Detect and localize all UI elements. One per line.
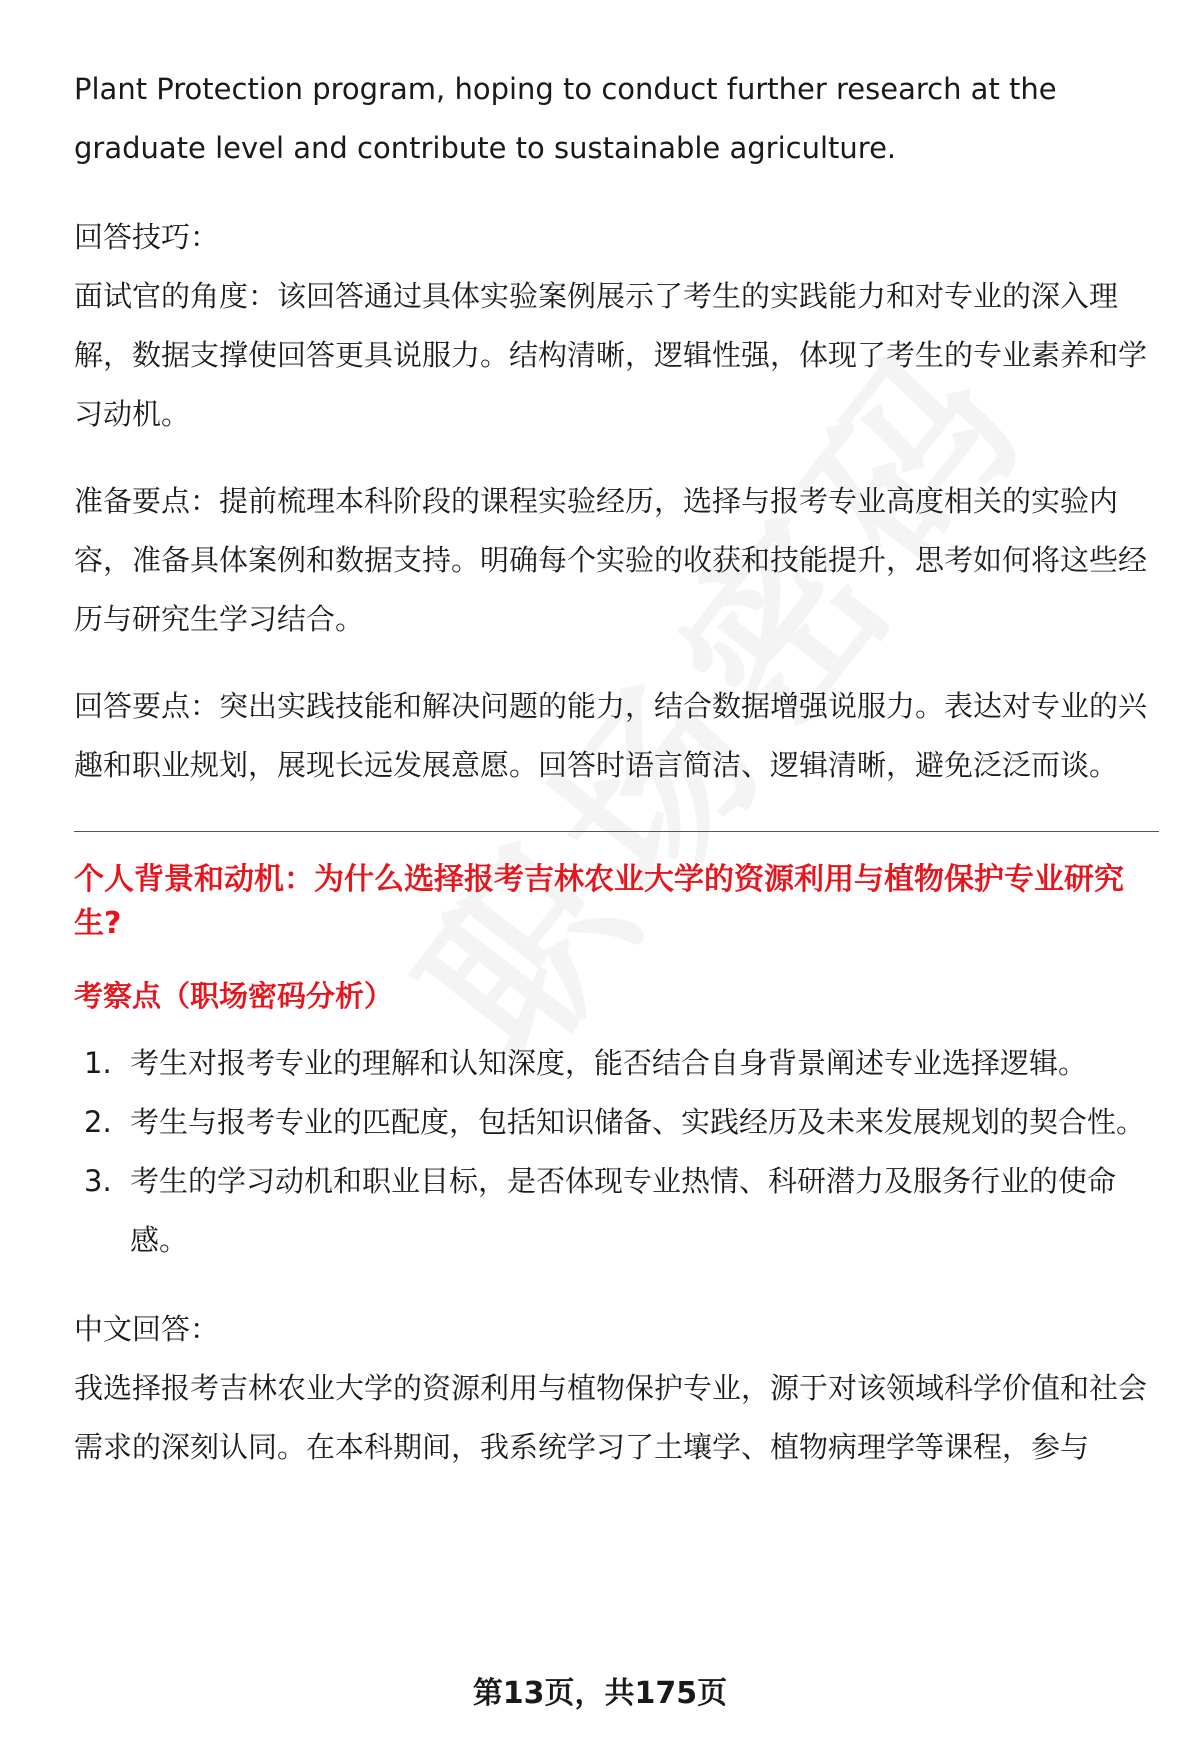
list-item (74, 1152, 1159, 1270)
focus-points-list (74, 1034, 1159, 1270)
list-number: 3. (84, 1164, 112, 1198)
question-title: 个人背景和动机：为什么选择报考吉林农业大学的资源利用与植物保护专业研究生? (74, 862, 1124, 941)
answer-text: 我选择报考吉林农业大学的资源利用与植物保护专业，源于对该领域科学价值和社会需求的深刻认同。在本科期间，我系统学习了土壤学、植物病理学等课程，参与 (74, 1371, 1148, 1464)
preparation-points: 准备要点：提前梳理本科阶段的课程实验经历，选择与报考专业高度相关的实验内容，准备具体案例和数据支持。明确每个实验的收获和技能提升，思考如何将这些经历与研究生学习结合。 (74, 484, 1148, 636)
intro-paragraph: Plant Protection program, hoping to conduct further research at the graduate level and contribute to sustainable agriculture. (74, 72, 1057, 165)
list-number: 2. (84, 1105, 112, 1139)
interviewer-perspective: 面试官的角度：该回答通过具体实验案例展示了考生的实践能力和对专业的深入理解，数据支撑使回答更具说服力。结构清晰，逻辑性强，体现了考生的专业素养和学习动机。 (74, 279, 1148, 431)
focus-heading: 考察点（职场密码分析） (74, 979, 394, 1013)
document-page (74, 60, 1159, 1477)
tips-heading: 回答技巧： (74, 220, 220, 254)
list-item (74, 1093, 1159, 1152)
answer-points: 回答要点：突出实践技能和解决问题的能力，结合数据增强说服力。表达对专业的兴趣和职业规划，展现长远发展意愿。回答时语言简洁、逻辑清晰，避免泛泛而谈。 (74, 689, 1148, 782)
list-text: 考生对报考专业的理解和认知深度，能否结合自身背景阐述专业选择逻辑。 (130, 1046, 1088, 1080)
list-number: 1. (84, 1046, 112, 1080)
list-text: 考生的学习动机和职业目标，是否体现专业热情、科研潜力及服务行业的使命感。 (130, 1164, 1117, 1257)
list-text: 考生与报考专业的匹配度，包括知识储备、实践经历及未来发展规划的契合性。 (130, 1105, 1146, 1139)
page-footer: 第13页，共175页 (472, 1676, 728, 1711)
answer-heading: 中文回答： (74, 1312, 220, 1346)
list-item (74, 1034, 1159, 1093)
section-divider (74, 831, 1159, 832)
